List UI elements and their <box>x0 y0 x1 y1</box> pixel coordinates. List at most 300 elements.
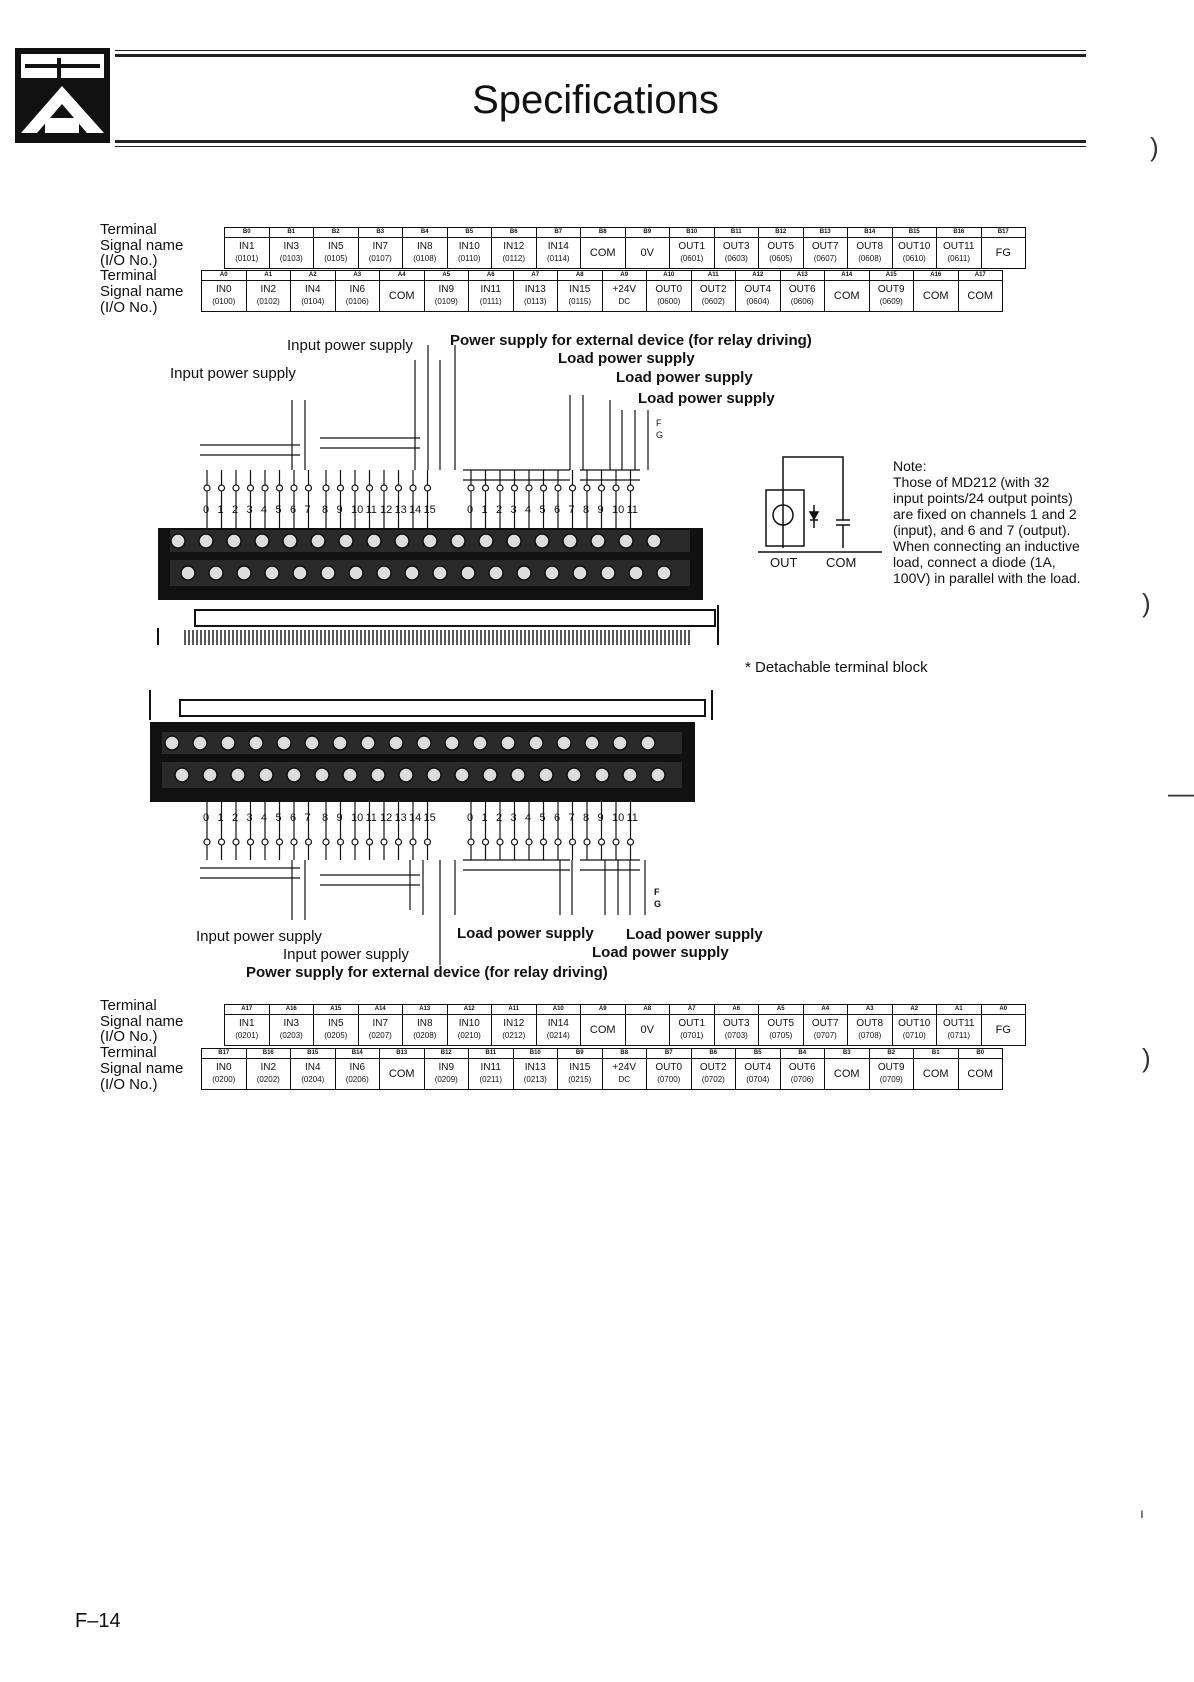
io-number: (0206) <box>345 1075 369 1084</box>
signal-name: OUT0 <box>655 1062 683 1073</box>
channel-number: 7 <box>568 504 575 516</box>
signal-name: IN10 <box>458 1018 480 1029</box>
margin-mark: ) <box>1150 132 1159 162</box>
signal-name: IN2 <box>260 1062 277 1073</box>
label-input-power-supply: Input power supply <box>196 928 322 945</box>
channel-number: 14 <box>409 504 422 516</box>
terminal-id: B0 <box>225 228 270 238</box>
label-load-power-supply: Load power supply <box>626 926 763 943</box>
terminal-id: B4 <box>780 1049 825 1059</box>
terminal-id: B1 <box>269 228 314 238</box>
channel-number: 11 <box>626 504 638 516</box>
io-number: (0208) <box>413 1031 437 1040</box>
terminal-id: A15 <box>314 1005 359 1015</box>
terminal-id: A13 <box>780 271 825 281</box>
channel-number: 1 <box>481 812 488 824</box>
channel-number: 6 <box>554 812 561 824</box>
signal-name: IN0 <box>215 284 232 295</box>
note-text: Those of MD212 (with 32 input points/24 output points) are fixed on channels 1 and 2 (input), and 6 and 7 (output). When connecting an inductive load, connect a diode (1A, 100V) in parallel with the load. <box>893 474 1081 586</box>
terminal-id: A13 <box>403 1005 448 1015</box>
io-number: (0210) <box>457 1031 481 1040</box>
signal-name: +24V <box>612 284 637 295</box>
terminal-id: B11 <box>714 228 759 238</box>
row-label-io: (I/O No.) <box>100 1076 158 1093</box>
label-load-power-supply: Load power supply <box>558 350 695 367</box>
io-number: (0103) <box>279 254 303 263</box>
channel-number: 10 <box>612 812 625 824</box>
row-label-signal: Signal name <box>100 1060 184 1077</box>
io-number: (0213) <box>523 1075 547 1084</box>
signal-name: IN7 <box>372 1018 389 1029</box>
channel-number: 1 <box>481 504 488 516</box>
channel-number: 6 <box>290 504 297 516</box>
terminal-id: A2 <box>892 1005 937 1015</box>
terminal-id: B9 <box>625 228 670 238</box>
io-number: (0709) <box>879 1075 903 1084</box>
signal-name: IN5 <box>327 1018 344 1029</box>
signal-name: OUT7 <box>811 241 839 252</box>
io-number: (0113) <box>523 297 547 306</box>
channel-number: 14 <box>409 812 422 824</box>
io-number: DC <box>618 297 631 306</box>
channel-number: 5 <box>539 812 546 824</box>
io-number: (0211) <box>479 1075 503 1084</box>
note-heading: Note: <box>893 458 927 474</box>
terminal-id: A0 <box>202 271 247 281</box>
signal-name: IN14 <box>547 1018 569 1029</box>
io-number: (0105) <box>324 254 348 263</box>
label-load-power-supply: Load power supply <box>457 925 594 942</box>
signal-name: OUT1 <box>678 1018 706 1029</box>
diode-circuit-icon <box>758 457 882 552</box>
signal-name: OUT9 <box>877 284 905 295</box>
channel-number: 3 <box>246 504 253 516</box>
channel-number: 2 <box>496 504 503 516</box>
channel-number: 13 <box>394 504 407 516</box>
row-label-terminal: Terminal <box>100 221 157 238</box>
terminal-id: B6 <box>691 1049 736 1059</box>
terminal-id: B3 <box>358 228 403 238</box>
margin-mark: — <box>1168 778 1194 808</box>
signal-name: COM <box>967 290 994 302</box>
terminal-id: B15 <box>291 1049 336 1059</box>
io-number: (0100) <box>212 297 236 306</box>
terminal-id: A16 <box>269 1005 314 1015</box>
terminal-id: A4 <box>803 1005 848 1015</box>
signal-name: IN15 <box>569 284 591 295</box>
signal-name: OUT3 <box>722 241 750 252</box>
page-number: F–14 <box>75 1610 121 1632</box>
io-number: (0702) <box>701 1075 725 1084</box>
channel-number: 4 <box>261 812 268 824</box>
terminal-id: B14 <box>848 228 893 238</box>
row-label-io: (I/O No.) <box>100 252 158 269</box>
row-label-signal: Signal name <box>100 1013 184 1030</box>
label-fg: F <box>656 418 662 428</box>
signal-name: OUT10 <box>898 241 931 252</box>
io-number: (0607) <box>813 254 837 263</box>
signal-name: IN8 <box>416 241 433 252</box>
io-number: (0201) <box>235 1031 259 1040</box>
terminal-id: A7 <box>513 271 558 281</box>
terminal-id: B7 <box>536 228 581 238</box>
detachable-note: * Detachable terminal block <box>745 659 928 676</box>
channel-number: 9 <box>597 812 604 824</box>
signal-name: IN11 <box>480 1062 501 1073</box>
terminal-id: A3 <box>848 1005 893 1015</box>
terminal-id: A1 <box>246 271 291 281</box>
io-number: (0708) <box>858 1031 882 1040</box>
row-label-io: (I/O No.) <box>100 1028 158 1045</box>
signal-name: IN1 <box>238 1018 255 1029</box>
io-number: (0603) <box>724 254 748 263</box>
io-number: (0609) <box>879 297 903 306</box>
margin-mark: ) <box>1142 588 1151 618</box>
terminal-id: A2 <box>291 271 336 281</box>
channel-number: 5 <box>275 812 282 824</box>
channel-number: 12 <box>380 504 393 516</box>
terminal-id: B13 <box>803 228 848 238</box>
terminal-id: A11 <box>691 271 736 281</box>
io-number: (0107) <box>368 254 392 263</box>
io-number: (0611) <box>947 254 971 263</box>
io-number: (0602) <box>701 297 725 306</box>
terminal-id: B3 <box>825 1049 870 1059</box>
terminal-id: B11 <box>469 1049 514 1059</box>
channel-number: 10 <box>351 812 364 824</box>
io-number: (0703) <box>724 1031 748 1040</box>
signal-name: IN5 <box>327 241 344 252</box>
io-number: (0108) <box>413 254 437 263</box>
terminal-id: B17 <box>202 1049 247 1059</box>
channel-number: 0 <box>467 504 474 516</box>
channel-number: 11 <box>626 812 638 824</box>
channel-number: 10 <box>612 504 625 516</box>
io-number: (0701) <box>680 1031 704 1040</box>
label-load-power-supply: Load power supply <box>638 390 775 407</box>
label-load-power-supply: Load power supply <box>592 944 729 961</box>
signal-name: COM <box>388 290 415 302</box>
label-fg: G <box>654 899 662 909</box>
terminal-id: A5 <box>424 271 469 281</box>
terminal-id: A0 <box>981 1005 1026 1015</box>
channel-number: 8 <box>322 504 329 516</box>
channel-number: 13 <box>394 812 407 824</box>
io-number: (0600) <box>657 297 681 306</box>
row-label-signal: Signal name <box>100 237 184 254</box>
terminal-id: B0 <box>958 1049 1003 1059</box>
terminal-id: A9 <box>581 1005 626 1015</box>
signal-name: FG <box>995 1024 1011 1036</box>
signal-name: IN12 <box>503 241 525 252</box>
terminal-id: B8 <box>581 228 626 238</box>
io-number: (0109) <box>434 297 458 306</box>
signal-name: IN9 <box>438 1062 455 1073</box>
terminal-id: B15 <box>892 228 937 238</box>
channel-number: 8 <box>583 812 590 824</box>
io-number: (0706) <box>790 1075 814 1084</box>
signal-name: OUT6 <box>788 284 816 295</box>
terminal-id: A12 <box>736 271 781 281</box>
channel-number: 5 <box>539 504 546 516</box>
io-number: (0115) <box>568 297 592 306</box>
io-number: (0112) <box>502 254 526 263</box>
io-number: (0604) <box>746 297 770 306</box>
signal-name: IN7 <box>372 241 389 252</box>
signal-name: IN3 <box>283 241 300 252</box>
signal-name: OUT6 <box>788 1062 816 1073</box>
signal-name: IN15 <box>569 1062 591 1073</box>
signal-name: OUT10 <box>898 1018 931 1029</box>
io-number: DC <box>618 1075 631 1084</box>
channel-number: 6 <box>554 504 561 516</box>
label-relay-power-supply: Power supply for external device (for relay driving) <box>246 964 608 981</box>
signal-name: 0V <box>640 1024 654 1036</box>
margin-mark: ı <box>1140 1505 1144 1521</box>
signal-name: OUT11 <box>943 1018 975 1029</box>
terminal-id: A12 <box>447 1005 492 1015</box>
channel-number: 7 <box>304 812 311 824</box>
label-input-power-supply: Input power supply <box>287 337 413 354</box>
signal-name: OUT4 <box>744 284 772 295</box>
terminal-block-bottom <box>150 690 712 802</box>
signal-name: IN8 <box>416 1018 433 1029</box>
terminal-id: B10 <box>513 1049 558 1059</box>
label-relay-power-supply: Power supply for external device (for relay driving) <box>450 332 812 349</box>
terminal-id: B5 <box>736 1049 781 1059</box>
terminal-id: A6 <box>714 1005 759 1015</box>
terminal-id: B12 <box>759 228 804 238</box>
signal-name: IN2 <box>260 284 277 295</box>
signal-name: OUT0 <box>655 284 683 295</box>
terminal-id: A6 <box>469 271 514 281</box>
signal-name: 0V <box>640 247 654 259</box>
terminal-id: A5 <box>759 1005 804 1015</box>
terminal-id: B16 <box>246 1049 291 1059</box>
terminal-id: A8 <box>625 1005 670 1015</box>
channel-number: 2 <box>496 812 503 824</box>
note-block <box>893 458 1083 586</box>
label-load-power-supply: Load power supply <box>616 369 753 386</box>
signal-name: COM <box>589 1024 616 1036</box>
terminal-id: A16 <box>914 271 959 281</box>
terminal-id: B16 <box>937 228 982 238</box>
terminal-id: B2 <box>314 228 359 238</box>
terminal-block-top <box>158 528 718 645</box>
signal-name: IN4 <box>304 284 321 295</box>
signal-name: COM <box>589 247 616 259</box>
row-label-io: (I/O No.) <box>100 299 158 316</box>
io-number: (0606) <box>790 297 814 306</box>
channel-number: 6 <box>290 812 297 824</box>
channel-number: 8 <box>583 504 590 516</box>
terminal-id: A11 <box>492 1005 537 1015</box>
channel-number: 1 <box>217 504 224 516</box>
io-number: (0711) <box>947 1031 971 1040</box>
signal-name: COM <box>922 290 949 302</box>
label-input-power-supply: Input power supply <box>170 365 296 382</box>
io-number: (0207) <box>368 1031 392 1040</box>
signal-name: OUT11 <box>943 241 975 252</box>
io-number: (0707) <box>813 1031 837 1040</box>
terminal-id: A15 <box>869 271 914 281</box>
terminal-id: A3 <box>335 271 380 281</box>
io-number: (0104) <box>301 297 325 306</box>
terminal-id: B2 <box>869 1049 914 1059</box>
signal-name: IN13 <box>524 1062 546 1073</box>
channel-number: 9 <box>336 812 343 824</box>
signal-name: IN6 <box>349 284 366 295</box>
signal-name: OUT2 <box>699 1062 727 1073</box>
terminal-id: A17 <box>958 271 1003 281</box>
signal-name: IN3 <box>283 1018 300 1029</box>
signal-name: COM <box>388 1068 415 1080</box>
signal-name: IN1 <box>238 241 255 252</box>
page-title: Specifications <box>472 78 719 122</box>
io-number: (0605) <box>769 254 793 263</box>
terminal-id: B1 <box>914 1049 959 1059</box>
channel-number: 3 <box>510 504 517 516</box>
row-label-terminal: Terminal <box>100 267 157 284</box>
channel-number: 4 <box>261 504 268 516</box>
signal-name: IN13 <box>524 284 546 295</box>
margin-mark: ) <box>1142 1043 1151 1073</box>
terminal-id: B7 <box>647 1049 692 1059</box>
io-number: (0212) <box>502 1031 526 1040</box>
signal-name: IN0 <box>215 1062 232 1073</box>
channel-number: 7 <box>304 504 311 516</box>
signal-name: COM <box>833 290 860 302</box>
signal-name: IN14 <box>547 241 569 252</box>
channel-number: 4 <box>525 504 532 516</box>
terminal-id: A9 <box>602 271 647 281</box>
io-number: (0102) <box>256 297 280 306</box>
terminal-id: A1 <box>937 1005 982 1015</box>
signal-name: OUT2 <box>699 284 727 295</box>
signal-name: OUT8 <box>856 241 884 252</box>
io-number: (0215) <box>568 1075 592 1084</box>
circuit-com-label: COM <box>826 555 857 570</box>
io-number: (0203) <box>279 1031 303 1040</box>
channel-number: 8 <box>322 812 329 824</box>
io-number: (0110) <box>457 254 481 263</box>
row-label-terminal: Terminal <box>100 1044 157 1061</box>
channel-number: 1 <box>217 812 224 824</box>
channel-number: 0 <box>467 812 474 824</box>
terminal-id: A10 <box>647 271 692 281</box>
channel-number: 7 <box>568 812 575 824</box>
signal-name: COM <box>922 1068 949 1080</box>
channel-number: 3 <box>246 812 253 824</box>
label-input-power-supply: Input power supply <box>283 946 409 963</box>
channel-number: 9 <box>597 504 604 516</box>
label-fg: G <box>656 430 664 440</box>
terminal-id: A10 <box>536 1005 581 1015</box>
signal-name: OUT7 <box>811 1018 839 1029</box>
signal-name: OUT3 <box>722 1018 750 1029</box>
io-number: (0705) <box>769 1031 793 1040</box>
io-number: (0608) <box>858 254 882 263</box>
channel-number: 2 <box>232 504 239 516</box>
terminal-id: B4 <box>403 228 448 238</box>
signal-name: IN9 <box>438 284 455 295</box>
io-number: (0710) <box>902 1031 926 1040</box>
signal-name: IN10 <box>458 241 480 252</box>
channel-number: 15 <box>423 812 436 824</box>
signal-name: OUT8 <box>856 1018 884 1029</box>
channel-number: 9 <box>336 504 343 516</box>
terminal-id: B12 <box>424 1049 469 1059</box>
row-label-terminal: Terminal <box>100 997 157 1014</box>
channel-number: 5 <box>275 504 282 516</box>
terminal-id: A17 <box>225 1005 270 1015</box>
io-number: (0704) <box>746 1075 770 1084</box>
terminal-id: B10 <box>670 228 715 238</box>
signal-name: OUT4 <box>744 1062 772 1073</box>
signal-name: FG <box>995 247 1011 259</box>
terminal-id: A4 <box>380 271 425 281</box>
channel-number: 2 <box>232 812 239 824</box>
io-number: (0200) <box>212 1075 236 1084</box>
io-number: (0205) <box>324 1031 348 1040</box>
signal-name: IN12 <box>503 1018 525 1029</box>
channel-number: 0 <box>203 812 210 824</box>
io-number: (0610) <box>902 254 926 263</box>
channel-number: 11 <box>365 812 377 824</box>
terminal-id: B8 <box>602 1049 647 1059</box>
io-number: (0202) <box>256 1075 280 1084</box>
io-number: (0111) <box>479 297 502 306</box>
signal-name: OUT9 <box>877 1062 905 1073</box>
io-number: (0114) <box>546 254 570 263</box>
terminal-id: B9 <box>558 1049 603 1059</box>
io-number: (0209) <box>434 1075 458 1084</box>
io-number: (0101) <box>235 254 259 263</box>
terminal-id: B14 <box>335 1049 380 1059</box>
signal-name: IN11 <box>480 284 501 295</box>
terminal-id: B17 <box>981 228 1026 238</box>
io-number: (0106) <box>345 297 369 306</box>
signal-name: +24V <box>612 1062 637 1073</box>
io-number: (0204) <box>301 1075 325 1084</box>
channel-number: 12 <box>380 812 393 824</box>
signal-name: IN6 <box>349 1062 366 1073</box>
channel-number: 11 <box>365 504 377 516</box>
channel-number: 0 <box>203 504 210 516</box>
terminal-id: A8 <box>558 271 603 281</box>
terminal-id: A14 <box>825 271 870 281</box>
label-fg: F <box>654 887 660 897</box>
terminal-id: A7 <box>670 1005 715 1015</box>
channel-number: 4 <box>525 812 532 824</box>
signal-name: OUT5 <box>767 1018 795 1029</box>
signal-name: OUT5 <box>767 241 795 252</box>
signal-name: IN4 <box>304 1062 321 1073</box>
terminal-id: B13 <box>380 1049 425 1059</box>
circuit-out-label: OUT <box>770 555 798 570</box>
io-number: (0700) <box>657 1075 681 1084</box>
terminal-id: B5 <box>447 228 492 238</box>
signal-name: OUT1 <box>678 241 706 252</box>
channel-number: 3 <box>510 812 517 824</box>
signal-name: COM <box>833 1068 860 1080</box>
io-number: (0214) <box>546 1031 570 1040</box>
terminal-id: B6 <box>492 228 537 238</box>
channel-number: 10 <box>351 504 364 516</box>
row-label-signal: Signal name <box>100 283 184 300</box>
terminal-id: A14 <box>358 1005 403 1015</box>
io-number: (0601) <box>680 254 704 263</box>
